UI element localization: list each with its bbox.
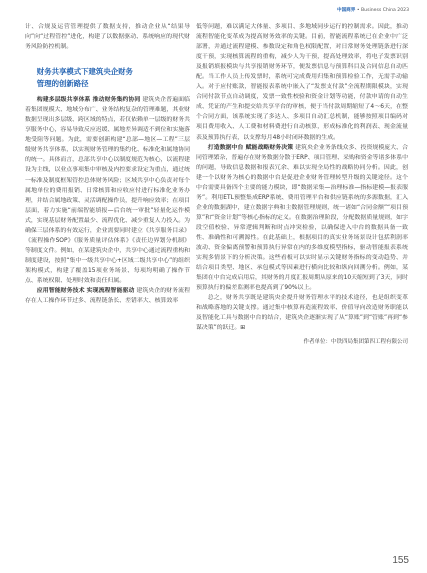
running-header: [337, 7, 409, 13]
page-number: 155: [392, 555, 409, 566]
header-english: Business China 2023: [361, 8, 409, 13]
left-paragraph-3-body: 建筑央企的财务流程存在人工操作环节过多、流程链条长、差错率大、核算效率: [25, 288, 190, 305]
right-paragraph-2-body: 建筑央企业务条线众多、投资规模庞大、合同管理繁杂，普遍存在财务数据分散于ERP、项目管理、采购和资金等诸多体系中的问题，导致信息数据和报表冗余、难以实现全局性的战略协同分析。因此，创建一个以财务为核心的数据中台是促进企业财务管理转型升级的关键途径。这个中台需要具备四个主要的能力模块，即“数据采集—治理标准—指标建模—报表服务”。利用ETL预整集成ERP系统、费用管理平台和供应链系统的多源数据，汇入企业的数据湖中，建立数据字典和主数据管理规则，统一诸如“合同金额”“项目预算”和“资金计划”等核心指标的定义。在数据治理阶段，分配数据质量规则，如字段空值校验、异常逻辑判断和时点冲突检验，以确保进入中台的数据具备一致性、准确性和可溯源性。在此基础上，根据项目的真实业务场景设计包括利润率波动、资金偏离预警和预算执行异常在内的多维度模型指标，驱动智能报表系统实现多情景下的分析决策。这些看板可以实时显示关键财务指标的变动趋势、并结合项目类型、地区、承包模式等因素进行横向比较和纵向回溯分析。例如，某集团在中台完成启用后，其财务的月度汇报周期从原来的10天缩短到了3天，同时预算执行的偏差监测率也提高到了90%以上。: [196, 144, 409, 292]
header-separator: •: [355, 8, 361, 13]
right-column: [196, 22, 408, 347]
left-paragraph-2: [25, 95, 190, 286]
subheading-smart-finance: 应用智能财务技术 实现流程智能驱动: [36, 288, 135, 295]
left-column: [25, 22, 190, 306]
header-brand: 中国商界: [336, 8, 356, 13]
right-paragraph-3: [196, 293, 408, 333]
right-paragraph-1: 低等问题，难以满足大体量、多项目、多地域同步运行的控制需求。因此，推动流程智能化变革成为提高财务效率的关键。目前，智能流程系统已在企业中广泛部署，并通过流程建模、参数设定和角色权限配置，对日常财务处理链条进行深度干预，实现核算流程的重构，减少人为干预，提高处理效率，将电子发票识别及报销填报模块与共享报销财务环节，便发票信息与预算科目及合同信息自动匹配。当工作人员上传发票时，系统可完成费用归集和预算检验工作，无需手动输入。对于应付账款，智能报表系统中嵌入了“发票支付款”全流程期限模块，实现合同付款节点自动调度，发票一致性校验和资金计划等功能，付款申请的自动生成、凭证的产生和提交给共享平台的审核，便于当付款周期缩短了4～6天，在整个合同方面，该系统实现了多达人、多项目自动汇总机制，能够按照项目编码对项目费用收入、人工费和材料费进行自动核算，形成标准化的利润表、现金流量表及预算执行表，以支撑每月48小时闭环数据的生成。: [196, 24, 408, 141]
conclusion-text: 总之，财务共享既是建筑央企提升财务管理水平的技术途径，也是组织变革和战略落地的关键支撑。通过集中核算再造流程效率、价值导向改造财务职能以及智能化工具与数据中台的结合，建筑央企逐渐实现了从“算账”到“管账”再到“参谋决策”的跃迁。: [196, 295, 408, 332]
right-paragraph-2: [196, 143, 408, 294]
left-paragraph-2-body: 建筑央企普遍面临着集团规模大、地域分布广、业务结构复杂的管理难题，其业财数据呈现出多层级、跨区域的特点，若仅依赖单一层级的财务共享服务中心，容易导致反应迟缓、属地差异调适不到位和实施落地受阻等问题。为此，需要创新构建“总部—地区—工程”三层级财务共享体系，以实现财务管理的集约化、标准化和属地协同的统一。具体而言，总部共享中心以制度规范为核心，以流程建设为主线，以业点事项集中审核及内控要求设定为重点，通过统一标准及制度框架管控总体财务风险；区域共享中心负责对每个属地单位的费用报销、日常核算和应收应付进行标准化业务办理，并结合属地政策、灵活调配操作员，提升响应效率；在项目层面，着力实施“前端智能填报—后台统一审批”轻量化运作模式，实现基层财务配置最少、流程优化、减少重复人力投入。为确保三层体系的有效运行，企业需要同时建立《共享服务目录》《流程操作SOP》《服务质量评估体系》《责任边界划分机制》等制度文件。例如，在某建筑央企中，共享中心通过流程重构和制度建设，按照“集中一级共享中心+区域二级共享中心”的组织架构模式，构建了覆盖15项业务场景、每项均明确了操作节点、系统权限、处理时效和责任归属。: [25, 97, 190, 284]
section-heading-line-1: 财务共享模式下建筑央企财务: [36, 67, 133, 77]
author-affiliation: 作者单位：中铁四局集团第四工程有限公司: [303, 339, 408, 346]
subheading-data-platform: 打造数据中台 赋能战略财务决策: [207, 144, 294, 151]
left-paragraph-3: [25, 286, 190, 306]
end-mark-icon: ⊞: [240, 325, 246, 332]
section-heading-line-2: 管理的创新路径: [36, 79, 89, 89]
left-paragraph-1: 计、合规及运营管理提供了数据支持，推动企业从“结果导向”向“过程管控”进化，构建了以数据驱动、系统响应的现代财务风险防控机制。: [25, 24, 190, 51]
subheading-shared-system: 构建多层级共享体系 推动财务集约协同: [36, 97, 141, 104]
